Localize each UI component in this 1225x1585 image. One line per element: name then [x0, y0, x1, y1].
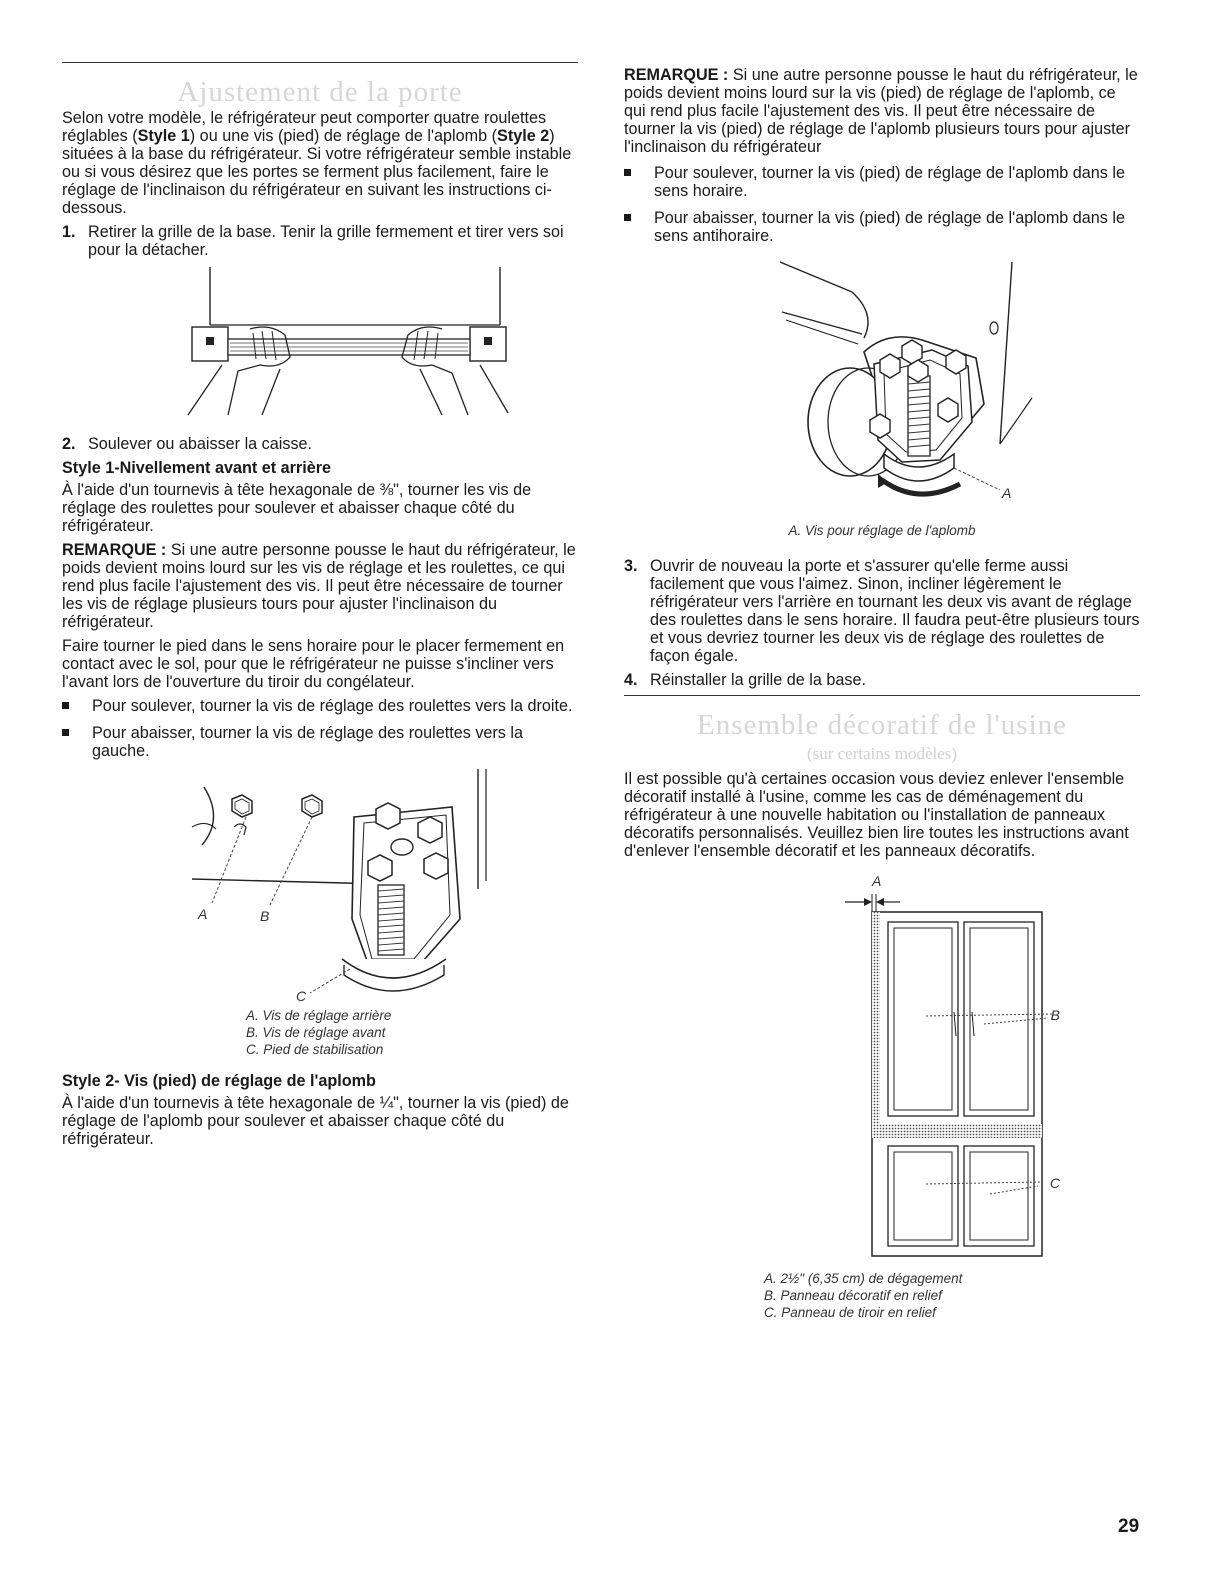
page-number: 29 [1118, 1516, 1140, 1537]
step-number: 4. [624, 671, 638, 689]
right-remark-paragraph [624, 66, 1140, 156]
caption-line: B. Panneau décoratif en relief [764, 1288, 942, 1303]
fig3-caption: A. Vis pour réglage de l'aplomb [788, 523, 976, 538]
remark-text: Si une autre personne pousse le haut du réfrigérateur, le poids devient moins lourd sur les vis de réglage et les roulettes, ce qui rend plus facile l'ajustement des vis. Il peut être nécessaire de tourner les vis de réglage plusieurs tours pour ajuster l'inclinaison du réfrigérateur. [62, 541, 576, 631]
section-divider [624, 695, 1140, 696]
bullet-item [62, 724, 578, 760]
remark-label: REMARQUE : [624, 66, 729, 84]
caption-line: A. Vis de réglage arrière [246, 1008, 392, 1023]
bullet-icon [624, 214, 631, 221]
intro-text-1: Selon votre modèle, le réfrigérateur peut comporter quatre roulettes réglables ( [62, 109, 547, 145]
remark-paragraph [62, 541, 578, 631]
caption-line: C. Pied de stabilisation [246, 1042, 384, 1057]
step-text: Réinstaller la grille de la base. [650, 671, 866, 689]
turn-foot-paragraph: Faire tourner le pied dans le sens horaire pour le placer fermement en contact avec le sol, pour que le réfrigérateur ne puisse s'incliner vers l'avant lors de l'ouverture du tiroir du congélateur. [62, 637, 565, 691]
bullet-text: Pour abaisser, tourner la vis (pied) de réglage de l'aplomb dans le sens antihoraire. [654, 209, 1126, 245]
fig2-caption [62, 1007, 578, 1058]
step-text: Ouvrir de nouveau la porte et s'assurer qu'elle ferme aussi facilement que vous l'aimez. Sinon, incliner légèrement le réfrigérateur vers l'arrière en tournant les deux vis avant de réglage des roulettes dans le sens horaire. Il faudra peut-être plusieurs tours et vous devriez tourner les deux vis de réglage des roulettes de façon égale. [650, 557, 1140, 665]
step-text: Soulever ou abaisser la caisse. [88, 435, 313, 453]
fig2-label-b: B [260, 908, 270, 924]
section-divider [62, 62, 578, 63]
roller-screw-figure [120, 769, 520, 1005]
section-subtitle: (sur certains modèles) [806, 744, 958, 763]
bullet-icon [62, 702, 69, 709]
bullet-item [624, 209, 1140, 245]
remark-text: Si une autre personne pousse le haut du réfrigérateur, le poids devient moins lourd sur la vis (pied) de réglage de l'aplomb, ce qui rend plus facile l'ajustement des vis. Il peut être nécessaire de tourner la vis (pied) de réglage de l'aplomb plusieurs tours pour ajuster l'inclinaison du réfrigérateur [624, 66, 1138, 156]
style2-text: À l'aide d'un tournevis à tête hexagonale de ¼", tourner la vis (pied) de réglage de l'aplomb pour soulever et abaisser chaque côté du réfrigérateur. [62, 1094, 569, 1148]
step-number: 1. [62, 223, 76, 241]
fig3-label-a: A [1002, 485, 1012, 501]
intro-text-2: ) ou une vis (pied) de réglage de l'aplomb ( [189, 127, 498, 145]
step-number: 3. [624, 557, 638, 575]
bullet-icon [62, 729, 69, 736]
bullet-item [624, 164, 1140, 200]
fig4-label-b: B [1050, 1007, 1060, 1023]
section-title-decor-kit: Ensemble décoratif de l'usine [696, 709, 1068, 741]
caption-line: A. 2½" (6,35 cm) de dégagement [764, 1271, 963, 1286]
style1-text: À l'aide d'un tournevis à tête hexagonale de ⅜", tourner les vis de réglage des roulettes pour soulever et abaisser chaque côté du réfrigérateur. [62, 481, 532, 535]
intro-style1: Style 1 [137, 127, 190, 145]
step-2 [62, 435, 578, 453]
fig4-label-c: C [1049, 1175, 1060, 1191]
intro-style2: Style 2 [497, 127, 550, 145]
step-list-3 [624, 557, 1140, 689]
caption-line: C. Panneau de tiroir en relief [764, 1305, 936, 1320]
bullet-item [62, 697, 578, 715]
remark-label: REMARQUE : [62, 541, 167, 559]
style2-heading: Style 2- Vis (pied) de réglage de l'aplomb [62, 1072, 376, 1090]
step-list-1 [62, 223, 578, 259]
left-column [62, 62, 578, 1154]
leveling-bullets [624, 164, 1140, 245]
roller-bullets [62, 697, 578, 760]
step-3 [624, 557, 1140, 665]
decor-panel-figure [702, 866, 1062, 1266]
bullet-icon [624, 169, 631, 176]
fig4-label-a: A [872, 873, 882, 889]
decor-paragraph: Il est possible qu'à certaines occasion vous deviez enlever l'ensemble décoratif installé à l'usine, comme les cas de déménagement du réfrigérateur à une nouvelle habitation ou l'installation de panneaux décoratifs personnalisés. Veuillez bien lire toutes les instructions avant d'enlever l'ensemble décoratif et les panneaux décoratifs. [624, 770, 1129, 860]
right-column [624, 66, 1140, 1321]
fig2-label-c: C [296, 988, 307, 1004]
bullet-text: Pour soulever, tourner la vis de réglage des roulettes vers la droite. [92, 697, 573, 715]
step-4 [624, 671, 1140, 689]
style1-heading: Style 1-Nivellement avant et arrière [62, 459, 332, 477]
intro-paragraph [62, 109, 578, 217]
step-number: 2. [62, 435, 76, 453]
step-text: Retirer la grille de la base. Tenir la grille fermement et tirer vers soi pour la détacher. [88, 223, 564, 259]
bullet-text: Pour soulever, tourner la vis (pied) de réglage de l'aplomb dans le sens horaire. [654, 164, 1126, 200]
fig4-caption [624, 1270, 1140, 1321]
fig2-label-a: A [198, 906, 208, 922]
step-list-2 [62, 435, 578, 453]
base-grille-figure [130, 265, 510, 435]
intro-text-3: ) situées à la base du réfrigérateur. Si votre réfrigérateur semble instable ou si vous désirez que les portes se ferment plus facilement, faire le réglage de l'inclinaison du réfrigérateur en suivant les instructions ci-dessous. [62, 127, 572, 217]
bullet-text: Pour abaisser, tourner la vis de réglage des roulettes vers la gauche. [92, 724, 523, 760]
step-1 [62, 223, 578, 259]
caption-line: B. Vis de réglage avant [246, 1025, 386, 1040]
section-title-door-adjustment: Ajustement de la porte [177, 76, 463, 108]
leveling-foot-figure [702, 254, 1062, 518]
